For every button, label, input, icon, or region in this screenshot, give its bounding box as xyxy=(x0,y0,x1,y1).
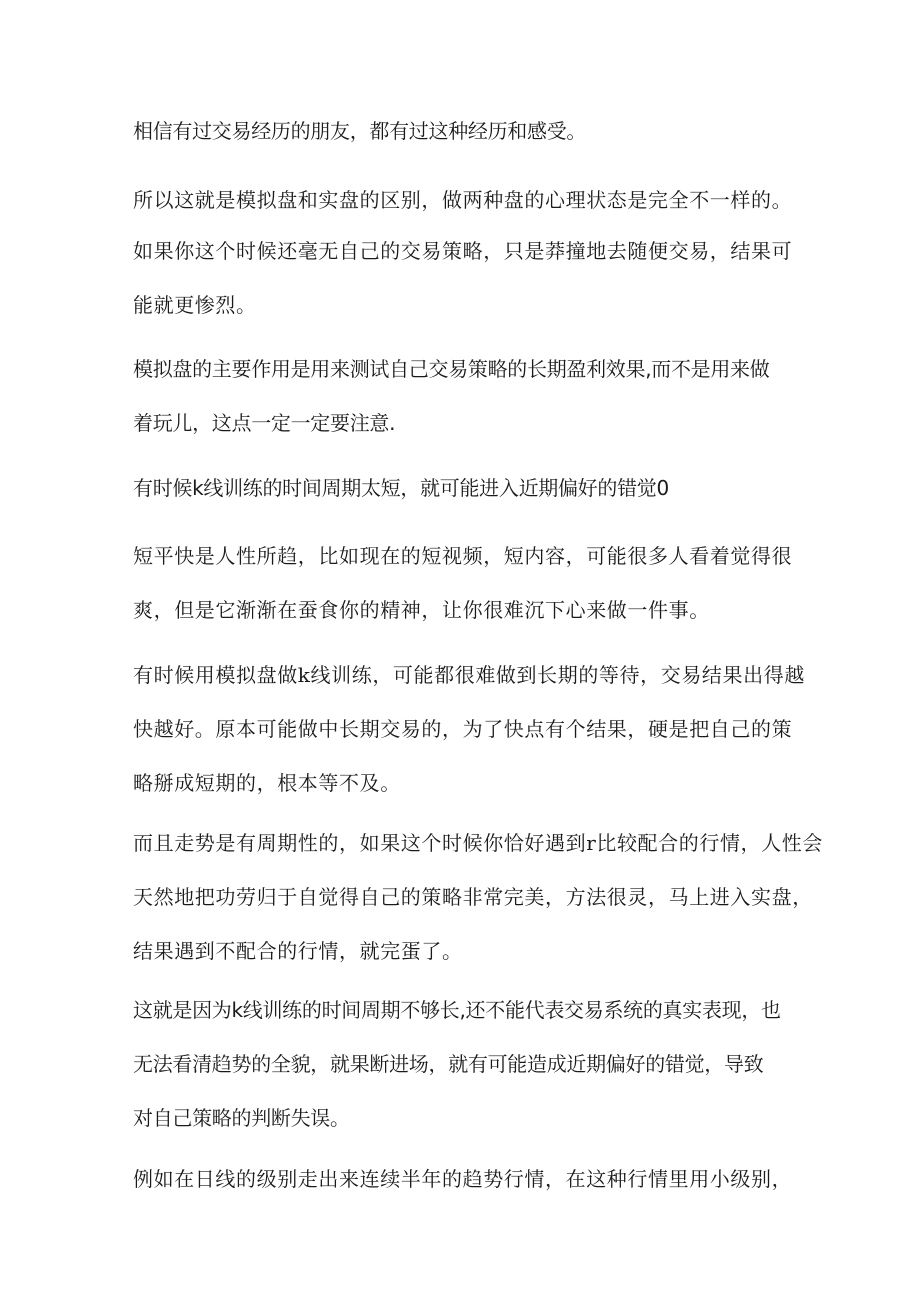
text-line: 所以这就是模拟盘和实盘的区别，做两种盘的心理状态是完全不一样的。 xyxy=(133,188,793,212)
text-line: 着玩儿，这点一定一定要注意. xyxy=(133,411,396,435)
text-line: 这就是因为k线训练的时间周期不够长,还不能代表交易系统的真实表现，也 xyxy=(133,998,781,1022)
text-line: 结果遇到不配合的行情，就完蛋了。 xyxy=(133,939,463,963)
text-line: 无法看清趋势的全貌，就果断进场，就有可能造成近期偏好的错觉，导致 xyxy=(133,1052,764,1076)
text-line: 能就更惨烈。 xyxy=(133,293,257,317)
text-line: 例如在日线的级别走出来连续半年的趋势行情，在这种行情里用小级别， xyxy=(133,1167,793,1191)
text-line: 短平快是人性所趋，比如现在的短视频，短内容，可能很多人看着觉得很 xyxy=(133,544,793,568)
text-line: 略掰成短期的，根本等不及。 xyxy=(133,771,401,795)
text-line: 天然地把功劳归于自觉得自己的策略非常完美，方法很灵，马上进入实盘， xyxy=(133,885,813,909)
paragraph-1 xyxy=(133,104,793,158)
text-line: 如果你这个时候还毫无自己的交易策略，只是莽撞地去随便交易，结果可 xyxy=(133,239,793,263)
paragraph-9 xyxy=(133,983,793,1145)
paragraph-2 xyxy=(133,173,793,227)
text-line: 快越好。原本可能做中长期交易的，为了快点有个结果，硬是把自己的策 xyxy=(133,717,793,741)
paragraph-3 xyxy=(133,224,793,332)
paragraph-8 xyxy=(133,816,823,978)
text-line: 对自己策略的判断失误。 xyxy=(133,1106,350,1130)
paragraph-5 xyxy=(133,461,793,515)
text-line: 模拟盘的主要作用是用来测试自己交易策略的长期盈利效果,而不是用来做 xyxy=(133,357,770,381)
text-line: 有时候k线训练的时间周期太短，就可能进入近期偏好的错觉0 xyxy=(133,476,669,500)
text-line: 爽，但是它渐渐在蚕食你的精神，让你很难沉下心来做一件事。 xyxy=(133,598,710,622)
text-line: 有时候用模拟盘做k线训练，可能都很难做到长期的等待，交易结果出得越 xyxy=(133,663,805,687)
paragraph-6 xyxy=(133,529,793,637)
paragraph-4 xyxy=(133,342,793,450)
text-line: 相信有过交易经历的朋友，都有过这种经历和感受。 xyxy=(133,119,587,143)
paragraph-7 xyxy=(133,648,805,810)
text-line: 而且走势是有周期性的，如果这个时候你恰好遇到r比较配合的行情，人性会 xyxy=(133,831,823,855)
paragraph-10 xyxy=(133,1152,793,1206)
